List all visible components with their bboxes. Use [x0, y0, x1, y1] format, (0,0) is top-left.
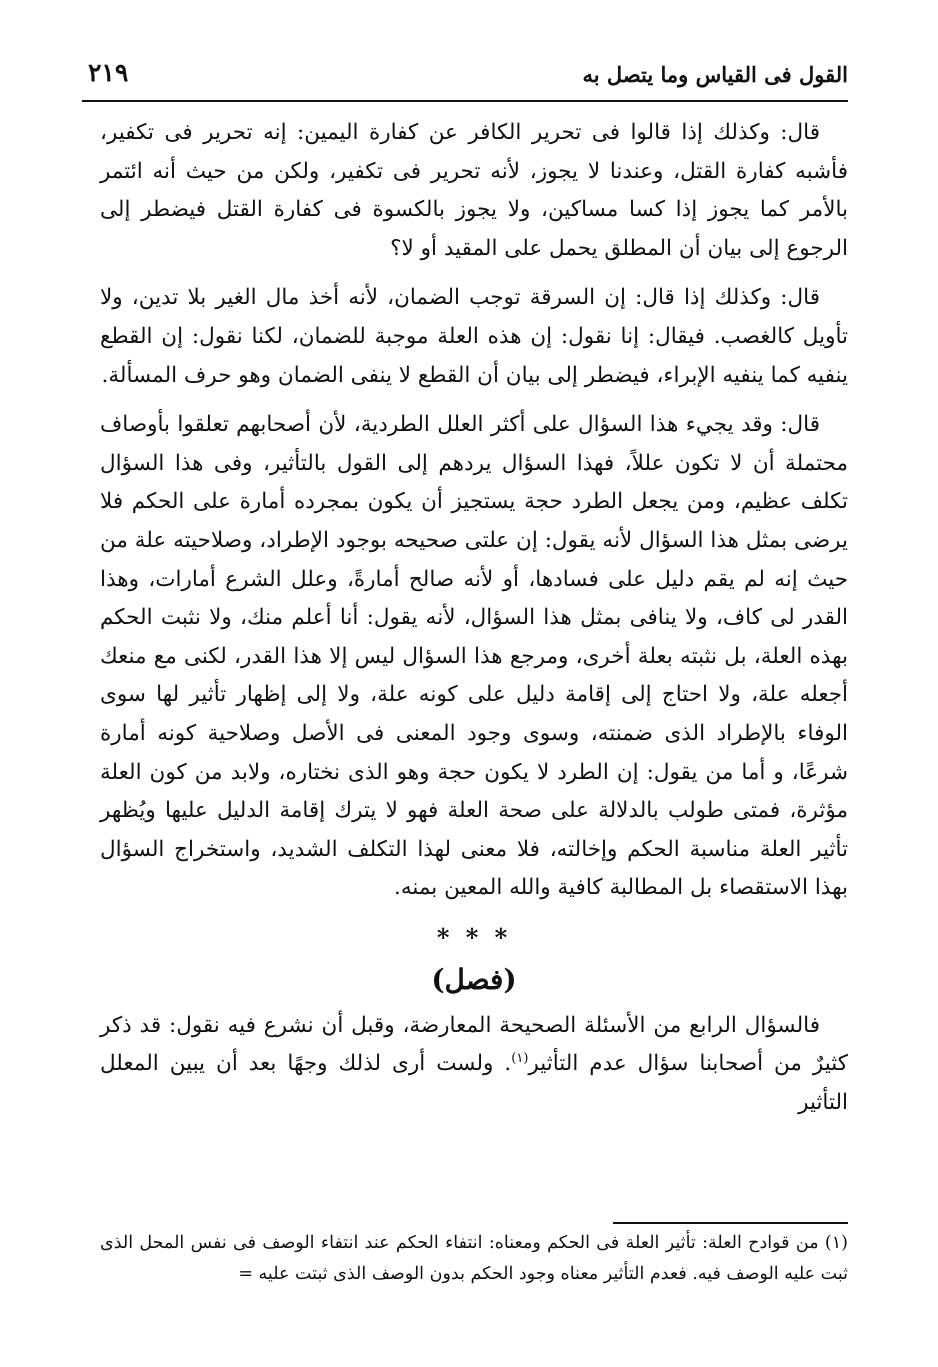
page-number: ٢١٩	[88, 58, 129, 87]
main-text	[100, 114, 848, 1134]
footnote-rule	[613, 1222, 848, 1224]
paragraph-1: قال: وكذلك إذا قالوا فى تحرير الكافر عن كفارة اليمين: إنه تحرير فى تكفير، فأشبه كفارة القتل، وعندنا لا يجوز، لأنه تحرير فى تكفير، ولكن من حيث أنه ائتمر بالأمر كما يجوز إذا كسا مساكين، ولا يجوز بالكسوة فى كفارة القتل فيضطر إلى الرجوع إلى بيان أن المطلق يحمل على المقيد أو لا؟	[100, 120, 848, 261]
section-paragraph-text-start: فالسؤال الرابع من الأسئلة الصحيحة المعارضة، وقبل أن نشرع فيه نقول: قد ذكر كثيرٌ من أصحابنا سؤال عدم التأثير	[100, 1012, 849, 1077]
paragraph-2: قال: وكذلك إذا قال: إن السرقة توجب الضمان، لأنه أخذ مال الغير بلا تدين، ولا تأويل كالغصب. فيقال: إنا نقول: إن هذه العلة موجبة للضمان، لكنا نقول: إن القطع ينفيه كما ينفيه الإبراء، فيضطر إلى بيان أن القطع لا ينفى الضمان وهو حرف المسألة.	[100, 285, 848, 388]
section-separator: * * *	[436, 922, 512, 952]
footnote: (١) من قوادح العلة: تأثير العلة فى الحكم ومعناه: انتفاء الحكم عند انتفاء الوصف فى نفس المحل الذى ثبت عليه الوصف فيه. فعدم التأثير معناه وجود الحكم بدون الوصف الذى ثبتت عليه =	[100, 1233, 848, 1284]
section-paragraph	[100, 1007, 848, 1123]
header-title: القول فى القياس وما يتصل به	[582, 62, 848, 87]
header-rule	[82, 100, 848, 102]
paragraph-3: قال: وقد يجيء هذا السؤال على أكثر العلل الطردية، لأن أصحابهم تعلقوا بأوصاف محتملة أن لا تكون عللاً، فهذا السؤال يردهم إلى القول بالتأثير، وفى هذا السؤال تكلف عظيم، ومن يجعل الطرد حجة يستجيز أن يكون بمجرده أمارة على الحكم فلا يرضى بمثل هذا السؤال لأنه يقول: إن علتى صحيحه بوجود الإطراد، وصلاحيته علة من حيث إنه لم يقم دليل على فسادها، أو لأنه صالح أمارةً، وعلل الشرع أمارات، وهذا القدر لى كاف، ولا ينافى بمثل هذا السؤال، لأنه يقول: أنا أعلم منك، ولا نثبت الحكم بهذه العلة، بل نثبته بعلة أخرى، ومرجع هذا السؤال ليس إلا هذا القدر، لكنى مع منعك أجعله علة، ولا احتاج إلى إقامة دليل على كونه علة، ولا إلى إظهار تأثير لها سوى الوفاء بالإطراد الذى ضمنته، وسوى وجود المعنى فى الأصل وصلاحية كونه أمارة شرعًا، و أما من يقول: إن الطرد لا يكون حجة وهو الذى نختاره، ولابد من كون العلة مؤثرة، فمتى طولب بالدلالة على صحة العلة فهو لا يترك إقامة الدليل عليها ويُظهر تأثير العلة مناسبة الحكم وإخالته، فلا معنى لهذا التكلف الشديد، واستخراج السؤال بهذا الاستقصاء بل المطالبة كافية والله المعين بمنه.	[100, 412, 849, 901]
footnote-reference[interactable]: (١)	[511, 1051, 529, 1067]
section-title: (فصل)	[431, 962, 517, 996]
running-header	[82, 58, 848, 102]
section-paragraph-text-end: . ولست أرى لذلك وجهًا بعد أن يبين المعلل التأثير	[100, 1051, 848, 1116]
